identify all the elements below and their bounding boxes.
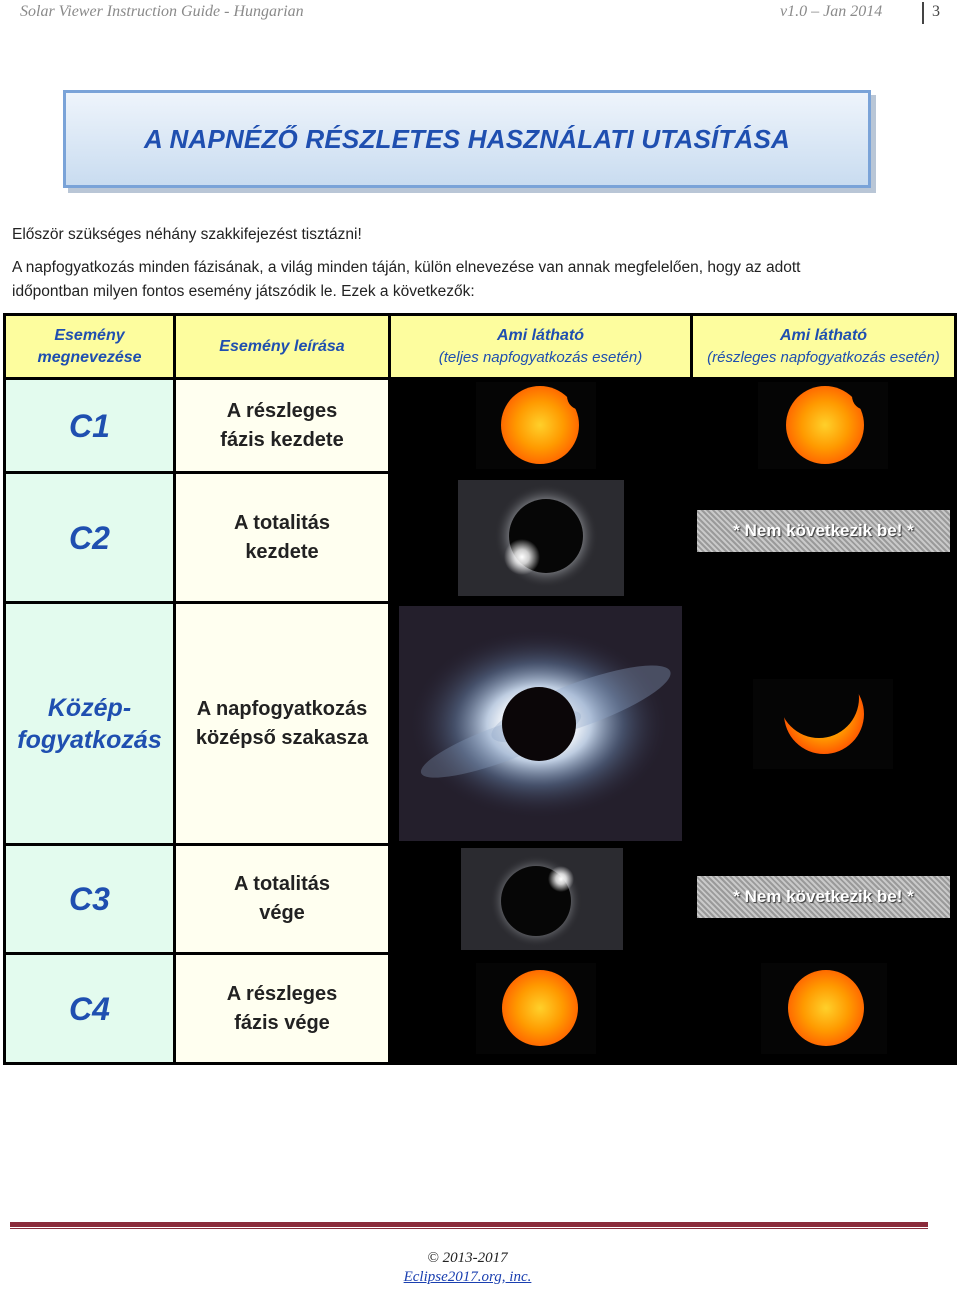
partial-sun-image bbox=[391, 380, 690, 471]
row-c1-total-image bbox=[391, 380, 690, 471]
row-c4-total-image bbox=[391, 955, 690, 1062]
row-c4-partial-image bbox=[693, 955, 954, 1062]
row-c3-name-text: C3 bbox=[69, 881, 110, 917]
header-divider bbox=[922, 2, 924, 24]
partial-sun-image bbox=[391, 955, 690, 1062]
not-happen-badge: * Nem következik be! * bbox=[697, 510, 950, 552]
row-c1-partial-image bbox=[693, 380, 954, 471]
row-mid-desc-l2: középső szakasza bbox=[195, 726, 369, 749]
row-c3-desc-l1: A totalitás bbox=[234, 873, 330, 895]
row-c2-total-image bbox=[391, 474, 690, 601]
partial-sun-image bbox=[693, 955, 954, 1062]
row-c4-name bbox=[6, 955, 173, 1062]
row-c4-desc bbox=[176, 955, 388, 1062]
header-total-eclipse bbox=[391, 316, 690, 377]
row-c1-name bbox=[6, 380, 173, 471]
row-c2-desc-l2: kezdete bbox=[245, 540, 319, 563]
page-title: A NAPNÉZŐ RÉSZLETES HASZNÁLATI UTASÍTÁSA bbox=[144, 123, 790, 154]
row-c2-name-text: C2 bbox=[69, 519, 110, 556]
diamond-ring-image bbox=[391, 474, 690, 601]
intro-line-3: időpontban milyen fontos esemény játszódik le. Ezek a következők: bbox=[12, 283, 475, 300]
header-total-title: Ami látható bbox=[496, 326, 585, 344]
row-mid-desc-l1: A napfogyatkozás bbox=[196, 697, 368, 720]
diamond-ring-image bbox=[391, 846, 690, 952]
running-header-title: Solar Viewer Instruction Guide - Hungarian bbox=[20, 3, 304, 20]
row-c1-name-text: C1 bbox=[69, 407, 110, 444]
header-event-name-l2: megnevezése bbox=[37, 348, 142, 366]
not-happen-badge: * Nem következik be! * bbox=[697, 876, 950, 918]
header-partial-eclipse bbox=[693, 316, 954, 377]
intro-line-2: A napfogyatkozás minden fázisának, a világ minden táján, külön elnevezése van annak megfelelően, hogy az adott bbox=[12, 259, 801, 276]
row-c1-desc-l1: A részleges bbox=[226, 399, 338, 422]
page-number: 3 bbox=[932, 3, 940, 20]
row-mid-name-l1: Közép- bbox=[47, 693, 132, 722]
header-event-name bbox=[6, 316, 173, 377]
row-mid-total-image bbox=[391, 604, 690, 843]
eclipse-phase-table bbox=[3, 313, 957, 1065]
row-c3-name bbox=[6, 846, 173, 952]
partial-sun-image bbox=[693, 380, 954, 471]
row-c2-desc bbox=[176, 474, 388, 601]
row-mid-desc bbox=[176, 604, 388, 843]
row-c1-desc bbox=[176, 380, 388, 471]
row-c3-total-image bbox=[391, 846, 690, 952]
row-c2-desc-l1: A totalitás bbox=[234, 511, 330, 534]
header-partial-title: Ami látható bbox=[779, 326, 868, 344]
crescent-sun-image bbox=[693, 604, 954, 843]
row-c3-desc-l2: vége bbox=[259, 902, 305, 924]
row-c4-desc-l2: fázis vége bbox=[234, 1011, 330, 1034]
header-desc-label: Esemény leírása bbox=[219, 337, 345, 355]
row-mid-name bbox=[6, 604, 173, 843]
header-event-name-l1: Esemény bbox=[54, 326, 125, 344]
row-c2-partial-cell bbox=[693, 474, 954, 601]
footer-rule bbox=[10, 1222, 928, 1227]
copyright-text: © 2013-2017 bbox=[427, 1250, 508, 1266]
running-header-version: v1.0 – Jan 2014 bbox=[780, 3, 883, 20]
total-corona-image bbox=[391, 604, 690, 843]
row-c1-desc-l2: fázis kezdete bbox=[220, 428, 344, 451]
title-box bbox=[63, 90, 871, 188]
row-c4-desc-l1: A részleges bbox=[226, 982, 338, 1005]
header-total-sub: (teljes napfogyatkozás esetén) bbox=[438, 348, 643, 366]
intro-line-1: Először szükséges néhány szakkifejezést tisztázni! bbox=[12, 226, 362, 243]
row-mid-name-l2: fogyatkozás bbox=[17, 725, 162, 754]
header-event-description bbox=[176, 316, 388, 377]
footer-link[interactable]: Eclipse2017.org, inc. bbox=[403, 1269, 532, 1285]
footer-rule-thin bbox=[10, 1228, 928, 1229]
row-c4-name-text: C4 bbox=[69, 990, 110, 1027]
row-mid-partial-image bbox=[693, 604, 954, 843]
row-c2-name bbox=[6, 474, 173, 601]
header-partial-sub: (részleges napfogyatkozás esetén) bbox=[707, 348, 940, 366]
row-c3-partial-cell bbox=[693, 846, 954, 952]
row-c3-desc bbox=[176, 846, 388, 952]
